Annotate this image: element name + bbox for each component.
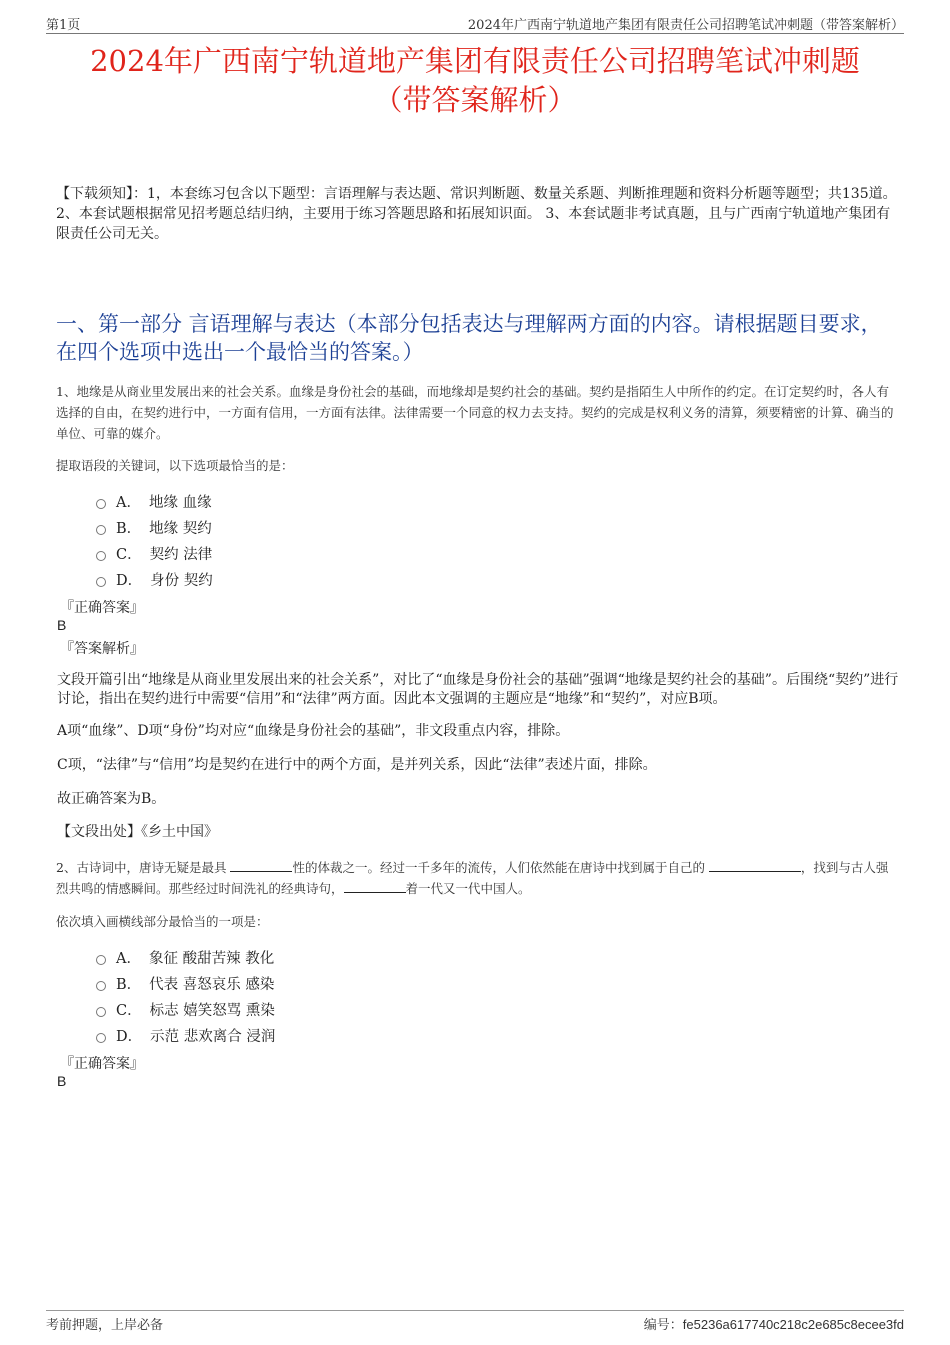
question-2-answer-label: 『正确答案』: [60, 1056, 144, 1072]
question-2-option-d[interactable]: D． 示范 悲欢离合 浸润: [96, 1022, 275, 1048]
page-title-line-1: 2024年广西南宁轨道地产集团有限责任公司招聘笔试冲刺题: [90, 44, 860, 78]
radio-icon[interactable]: [96, 577, 106, 587]
question-2-option-a[interactable]: A． 象征 酸甜苦辣 教化: [96, 944, 275, 970]
footer-divider: [46, 1310, 904, 1311]
question-1-option-c[interactable]: C． 契约 法律: [96, 540, 213, 566]
question-2-option-c[interactable]: C． 标志 嬉笑怒骂 熏染: [96, 996, 275, 1022]
question-1-analysis-p3: C项，“法律”与“信用”均是契约在进行中的两个方面，是并列关系，因此“法律”表述片面，排除。: [57, 757, 657, 773]
fill-blank-1[interactable]: [230, 857, 292, 872]
page-number: 第1页: [46, 18, 81, 33]
question-1-answer: B: [57, 617, 67, 633]
radio-icon[interactable]: [96, 551, 106, 561]
question-2-option-b[interactable]: B． 代表 喜怒哀乐 感染: [96, 970, 275, 996]
question-1-answer-label: 『正确答案』: [60, 600, 144, 616]
question-1-option-a[interactable]: A． 地缘 血缘: [96, 488, 213, 514]
radio-icon[interactable]: [96, 981, 106, 991]
fill-blank-2[interactable]: [709, 857, 801, 872]
question-2-passage: 2、古诗词中，唐诗无疑是最具 性的体裁之一。经过一千多年的流传，人们依然能在唐诗中找到属于自己的 ，找到与古人强烈共鸣的情感瞬间。那些经过时间洗礼的经典诗句， 着一代又一代中国人。: [56, 857, 900, 899]
question-1-analysis-p4: 故正确答案为B。: [57, 791, 166, 807]
question-1-prompt: 提取语段的关键词，以下选项最恰当的是：: [56, 458, 294, 473]
footer-code: 编号：fe5236a617740c218c2e685c8ecee3fd: [643, 1317, 904, 1333]
radio-icon[interactable]: [96, 1033, 106, 1043]
section-heading: 一、第一部分 言语理解与表达（本部分包括表达与理解两方面的内容。请根据题目要求，在四个选项中选出一个最恰当的答案。）: [56, 312, 882, 364]
question-2-options: [96, 944, 275, 1048]
running-header-title: 2024年广西南宁轨道地产集团有限责任公司招聘笔试冲刺题（带答案解析）: [467, 18, 904, 33]
question-2-answer: B: [57, 1073, 67, 1089]
radio-icon[interactable]: [96, 1007, 106, 1017]
fill-blank-3[interactable]: [344, 878, 406, 893]
question-1-analysis-label: 『答案解析』: [60, 641, 144, 657]
header-divider: [46, 33, 904, 34]
question-1-analysis-p1: 文段开篇引出“地缘是从商业里发展出来的社会关系”，对比了“血缘是身份社会的基础”强调“地缘是契约社会的基础”。后围绕“契约”进行讨论，指出在契约进行中需要“信用”和“法律”两方面。因此本文强调的主题应是“地缘”和“契约”，对应B项。: [57, 672, 899, 707]
question-1-passage: 1、地缘是从商业里发展出来的社会关系。血缘是身份社会的基础，而地缘却是契约社会的基础。契约是指陌生人中所作的约定。在订定契约时，各人有选择的自由，在契约进行中，一方面有信用，一方面有法律。法律需要一个同意的权力去支持。契约的完成是权利义务的清算，须要精密的计算、确当的单位、可靠的媒介。: [56, 384, 894, 441]
question-1-analysis-p2: A项“血缘”、D项“身份”均对应“血缘是身份社会的基础”，非文段重点内容，排除。: [57, 723, 570, 739]
download-notice: 【下载须知】：1，本套练习包含以下题型：言语理解与表达题、常识判断题、数量关系题、判断推理题和资料分析题等题型；共135道。 2、本套试题根据常见招考题总结归纳，主要用于练习答题思路和拓展知识面。 3、本套试题非考试真题，且与广西南宁轨道地产集团有限责任公司无关。: [56, 186, 897, 242]
question-1-option-d[interactable]: D． 身份 契约: [96, 566, 213, 592]
question-1-source: 【文段出处】《乡土中国》: [57, 824, 218, 840]
footer-slogan: 考前押题，上岸必备: [46, 1318, 164, 1333]
page-title: [46, 42, 904, 120]
radio-icon[interactable]: [96, 499, 106, 509]
radio-icon[interactable]: [96, 955, 106, 965]
question-1-options: [96, 488, 213, 592]
page-title-line-2: （带答案解析）: [373, 83, 577, 117]
radio-icon[interactable]: [96, 525, 106, 535]
question-1-option-b[interactable]: B． 地缘 契约: [96, 514, 213, 540]
question-2-prompt: 依次填入画横线部分最恰当的一项是：: [56, 914, 269, 929]
